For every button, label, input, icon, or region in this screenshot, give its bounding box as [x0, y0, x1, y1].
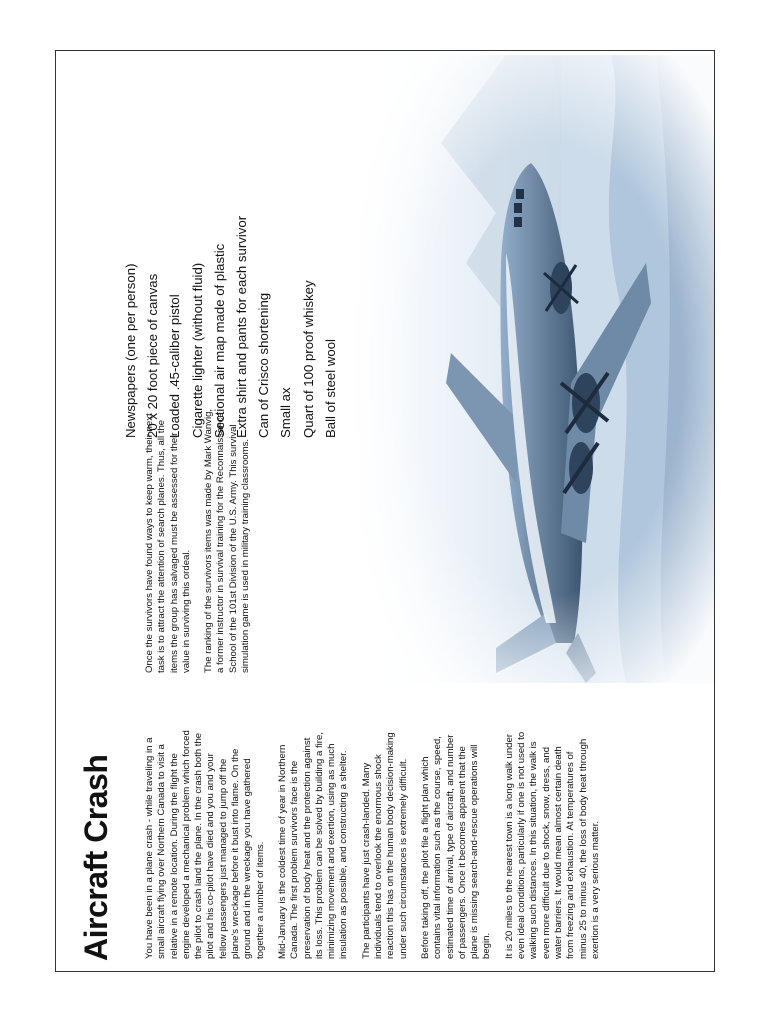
- paragraph: You have been in a plane crash - while traveling in a small aircraft flying over Northern Canada to visit a relative in a remote location. During the flight the engine developed a mechanical problem which forced the pilot to crash land the plane. In the crash both the pilot and his co-pilot have died and you and your fellow passengers just managed to jump off the plane's wreckage before it bust into flame. On the ground and in the wreckage you have gathered together a number of items.: [144, 730, 266, 959]
- list-item: Quart of 100 proof whiskey: [300, 280, 316, 438]
- text-column-left: [144, 729, 612, 959]
- paragraph: The ranking of the survivors items was made by Mark Wanvig, a former instructor in survival training for the Reconnaissance School of the 101st Division of the U.S. Army. This survival simulation game is used in military training classrooms.: [203, 408, 252, 673]
- document-title: Aircraft Crash: [78, 754, 114, 961]
- list-item: 20 x 20 foot piece of canvas: [145, 273, 161, 438]
- crashed-plane-photo: [346, 55, 715, 683]
- list-item: Loaded .45-caliber pistol: [167, 294, 183, 438]
- paragraph: Before taking off, the pilot file a flight plan which contains vital information such as the course, speed, estimated time of arrival, type of aircraft, and number of passengers. Once it becomes apparent that the plane is missing search-and-rescue operations will begin.: [419, 734, 493, 959]
- document-frame: [55, 50, 715, 972]
- paragraph: Once the survivors have found ways to keep warm, their next task is to attract the attention of search planes. Thus, all the items the group has salvaged must be assessed for their value in surviving this ordeal.: [144, 413, 192, 673]
- list-item: Extra shirt and pants for each survivor: [234, 215, 250, 438]
- paragraph: Mid-January is the coldest time of year in Northern Canada. The first problem survivors face is the preservation of body heat and the protection against its loss. This problem can be solved by building a fire, minimizing movement and exertion, using as much insulation as possible, and constructing a shelter.: [276, 732, 350, 959]
- list-item: Small ax: [278, 387, 294, 438]
- text-column-middle: [144, 408, 262, 673]
- paragraph: It is 20 miles to the nearest town is a long walk under even ideal conditions, particularly if one is not used to walking such distances. In this situation, the walk is even more difficult due to shock, snow, dress, and water barriers. It would mean almost certain death from freezing and exhaustion. At temperatures of minus 25 to minus 40, the loss of body heat through exertion is a very serious matter.: [503, 731, 601, 959]
- paragraph: The participants have just crash-landed. Many individuals tend to overlook the enormous shock reaction this has on the human body decision-making under such circumstances is extremely difficult.: [360, 732, 409, 959]
- list-item: Can of Crisco shortening: [256, 292, 272, 438]
- list-item: Ball of steel wool: [322, 339, 338, 438]
- list-item: Cigarette lighter (without fluid): [189, 262, 205, 438]
- list-item: Sectional air map made of plastic: [211, 243, 227, 438]
- document-page: [56, 51, 715, 972]
- list-item: Newspapers (one per person): [123, 263, 138, 438]
